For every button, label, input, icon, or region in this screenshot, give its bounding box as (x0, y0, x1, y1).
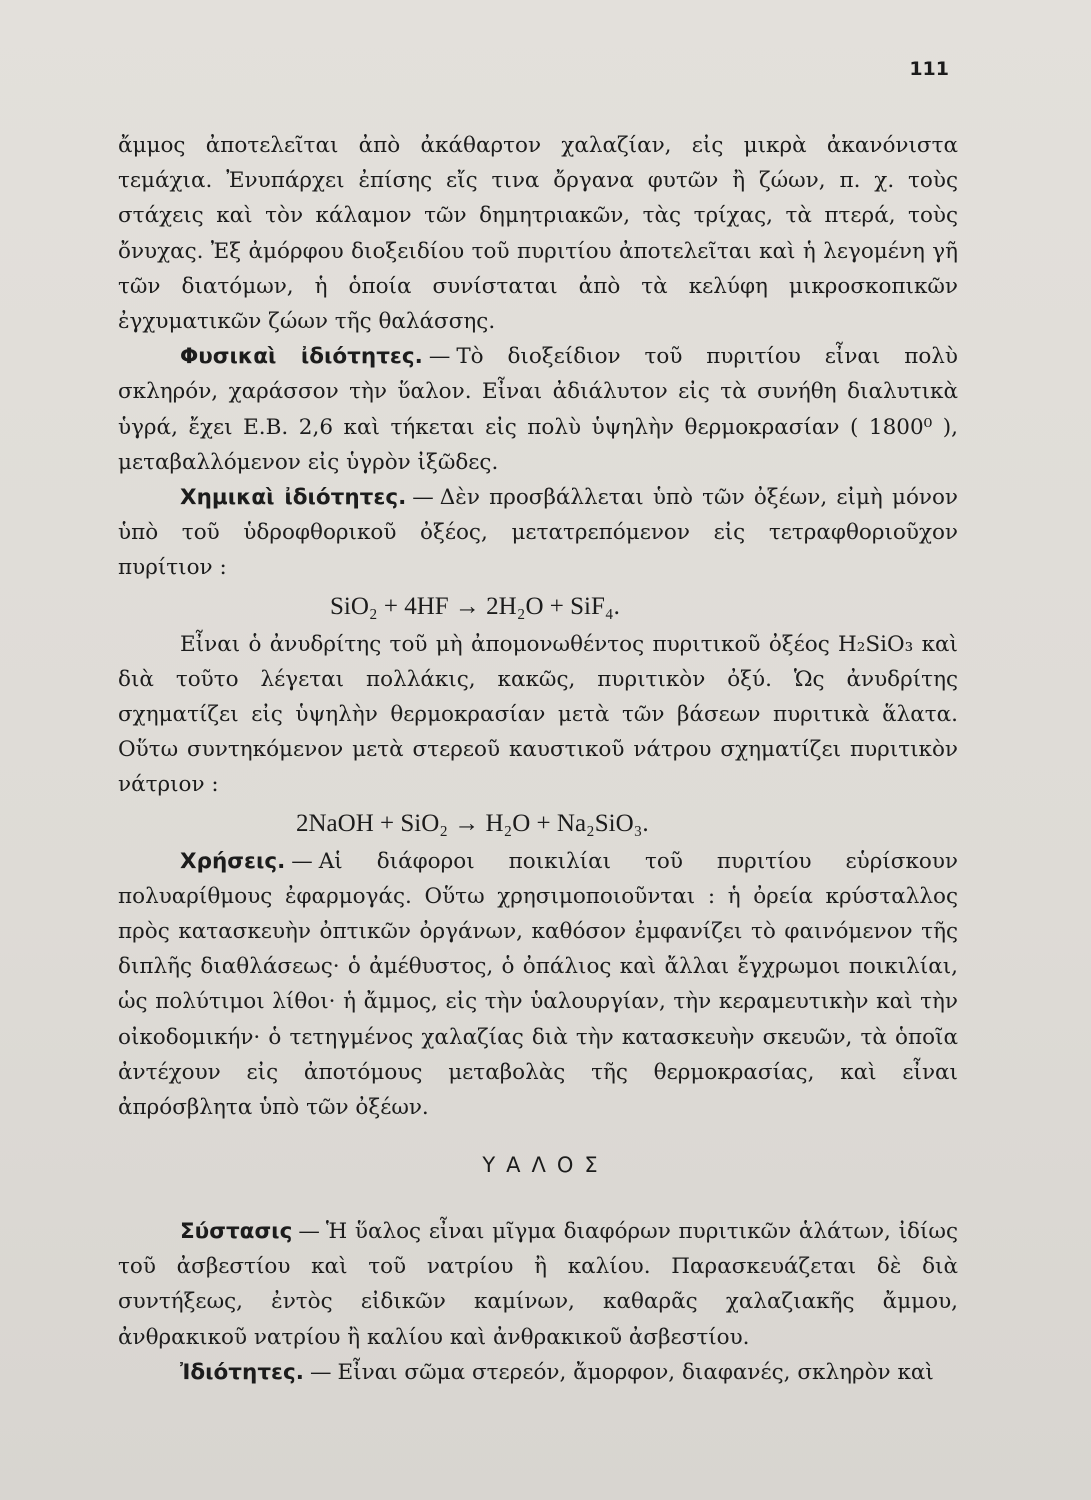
uses-label: Χρήσεις. (180, 848, 286, 874)
equation-hf-reaction: SiO₂ + 4HF → 2H₂O + SiF₄. (330, 592, 620, 620)
paragraph-uses (118, 844, 958, 1126)
section-heading-glass: ΥΑΛΟΣ (482, 1153, 609, 1177)
em-dash: — (412, 485, 434, 511)
main-text-block (118, 128, 958, 1125)
em-dash: — (291, 848, 313, 874)
em-dash: — (309, 1359, 332, 1385)
physical-properties-label: Φυσικαὶ ἰδιότητες. (180, 344, 423, 370)
em-dash: — (298, 1219, 320, 1244)
glass-properties-text: Εἶναι σῶμα στερεόν, ἄμορφον, διαφανές, σκληρὸν καὶ (337, 1359, 934, 1385)
paragraph-physical-properties (118, 339, 958, 480)
glass-section-text (118, 1214, 958, 1390)
composition-text: Ἡ ὕαλος εἶναι μῖγμα διαφόρων πυριτικῶν ἁλάτων, ἰδίως τοῦ ἀσβεστίου καὶ τοῦ νατρίου ἢ καλίου. Παρασκευάζεται δὲ διὰ συντήξεως, ἐντὸς εἰδικῶν καμίνων, καθαρᾶς χαλαζιακῆς ἄμμου, ἀνθρακικοῦ νατρίου ἢ καλίου καὶ ἀνθρακικοῦ ἀσβεστίου. (118, 1219, 958, 1350)
paragraph-continuation: ἄμμος ἀποτελεῖται ἀπὸ ἀκάθαρτον χαλαζίαν, εἰς μικρὰ ἀκανόνιστα τεμάχια. Ἐνυπάρχει ἐπίσης εἴς τινα ὄργανα φυτῶν ἢ ζώων, π. χ. τοὺς στάχεις καὶ τὸν κάλαμον τῶν δημητριακῶν, τὰς τρίχας, τὰ πτερά, τοὺς ὄνυχας. Ἐξ ἀμόρφου διοξειδίου τοῦ πυριτίου ἀποτελεῖται καὶ ἡ λεγομένη γῆ τῶν διατόμων, ἡ ὁποία συνίσταται ἀπὸ τὰ κελύφη μικροσκοπικῶν ἐγχυματικῶν ζώων τῆς θαλάσσης. (118, 133, 958, 335)
physical-properties-text: Τὸ διοξείδιον τοῦ πυριτίου εἶναι πολὺ σκληρόν, χαράσσον τὴν ὕαλον. Εἶναι ἀδιάλυτον εἰς τὰ συνήθη διαλυτικὰ ὑγρά, ἔχει Ε.Β. 2,6 καὶ τήκεται εἰς πολὺ ὑψηλὴν θερμοκρασίαν ( 1800⁰ ), μεταβαλλόμενον εἰς ὑγρὸν ἰξῶδες. (118, 344, 959, 475)
composition-label: Σύστασις (180, 1219, 293, 1244)
page-number: 111 (909, 58, 949, 80)
uses-text: Αἱ διάφοροι ποικιλίαι τοῦ πυριτίου εὑρίσκουν πολυαρίθμους ἐφαρμογάς. Οὕτω χρησιμοποιοῦνται : ἡ ὀρεία κρύσταλλος πρὸς κατασκευὴν ὀπτικῶν ὀργάνων, καθόσον ἐμφανίζει τὸ φαινόμενον τῆς διπλῆς διαθλάσεως· ὁ ἀμέθυστος, ὁ ὀπάλιος καὶ ἄλλαι ἔγχρωμοι ποικιλίαι, ὡς πολύτιμοι λίθοι· ἡ ἄμμος, εἰς τὴν ὑαλουργίαν, τὴν κεραμευτικὴν καὶ τὴν οἰκοδομικήν· ὁ τετηγμένος χαλαζίας διὰ τὴν κατασκευὴν σκευῶν, τὰ ὁποῖα ἀντέχουν εἰς ἀποτόμους μεταβολὰς τῆς θερμοκρασίας, καὶ εἶναι ἀπρόσβλητα ὑπὸ τῶν ὀξέων. (118, 848, 958, 1121)
em-dash: — (428, 344, 451, 370)
equation-naoh-reaction: 2NaOH + SiO₂ → H₂O + Na₂SiO₃. (296, 809, 649, 837)
glass-properties-label: Ἰδιότητες. (180, 1359, 304, 1385)
paragraph-composition (118, 1214, 958, 1355)
chemical-properties-text: Δὲν προσβάλλεται ὑπὸ τῶν ὀξέων, εἰμὴ μόνον ὑπὸ τοῦ ὑδροφθορικοῦ ὀξέος, μετατρεπόμενον εἰς τετραφθοριοῦχον πυρίτιον : (118, 485, 958, 581)
chemical-properties-label: Χημικαὶ ἰδιότητες. (180, 485, 407, 511)
paragraph-chemical-properties (118, 480, 958, 586)
paragraph-glass-properties (118, 1355, 958, 1390)
paragraph-anhydride: Εἶναι ὁ ἀνυδρίτης τοῦ μὴ ἀπομονωθέντος πυριτικοῦ ὀξέος H₂SiO₃ καὶ διὰ τοῦτο λέγεται πολλάκις, κακῶς, πυριτικὸν ὀξύ. Ὡς ἀνυδρίτης σχηματίζει εἰς ὑψηλὴν θερμοκρασίαν μετὰ τῶν βάσεων πυριτικὰ ἅλατα. Οὕτω συντηκόμενον μετὰ στερεοῦ καυστικοῦ νάτρου σχηματίζει πυριτικὸν νάτριον : (118, 631, 958, 798)
